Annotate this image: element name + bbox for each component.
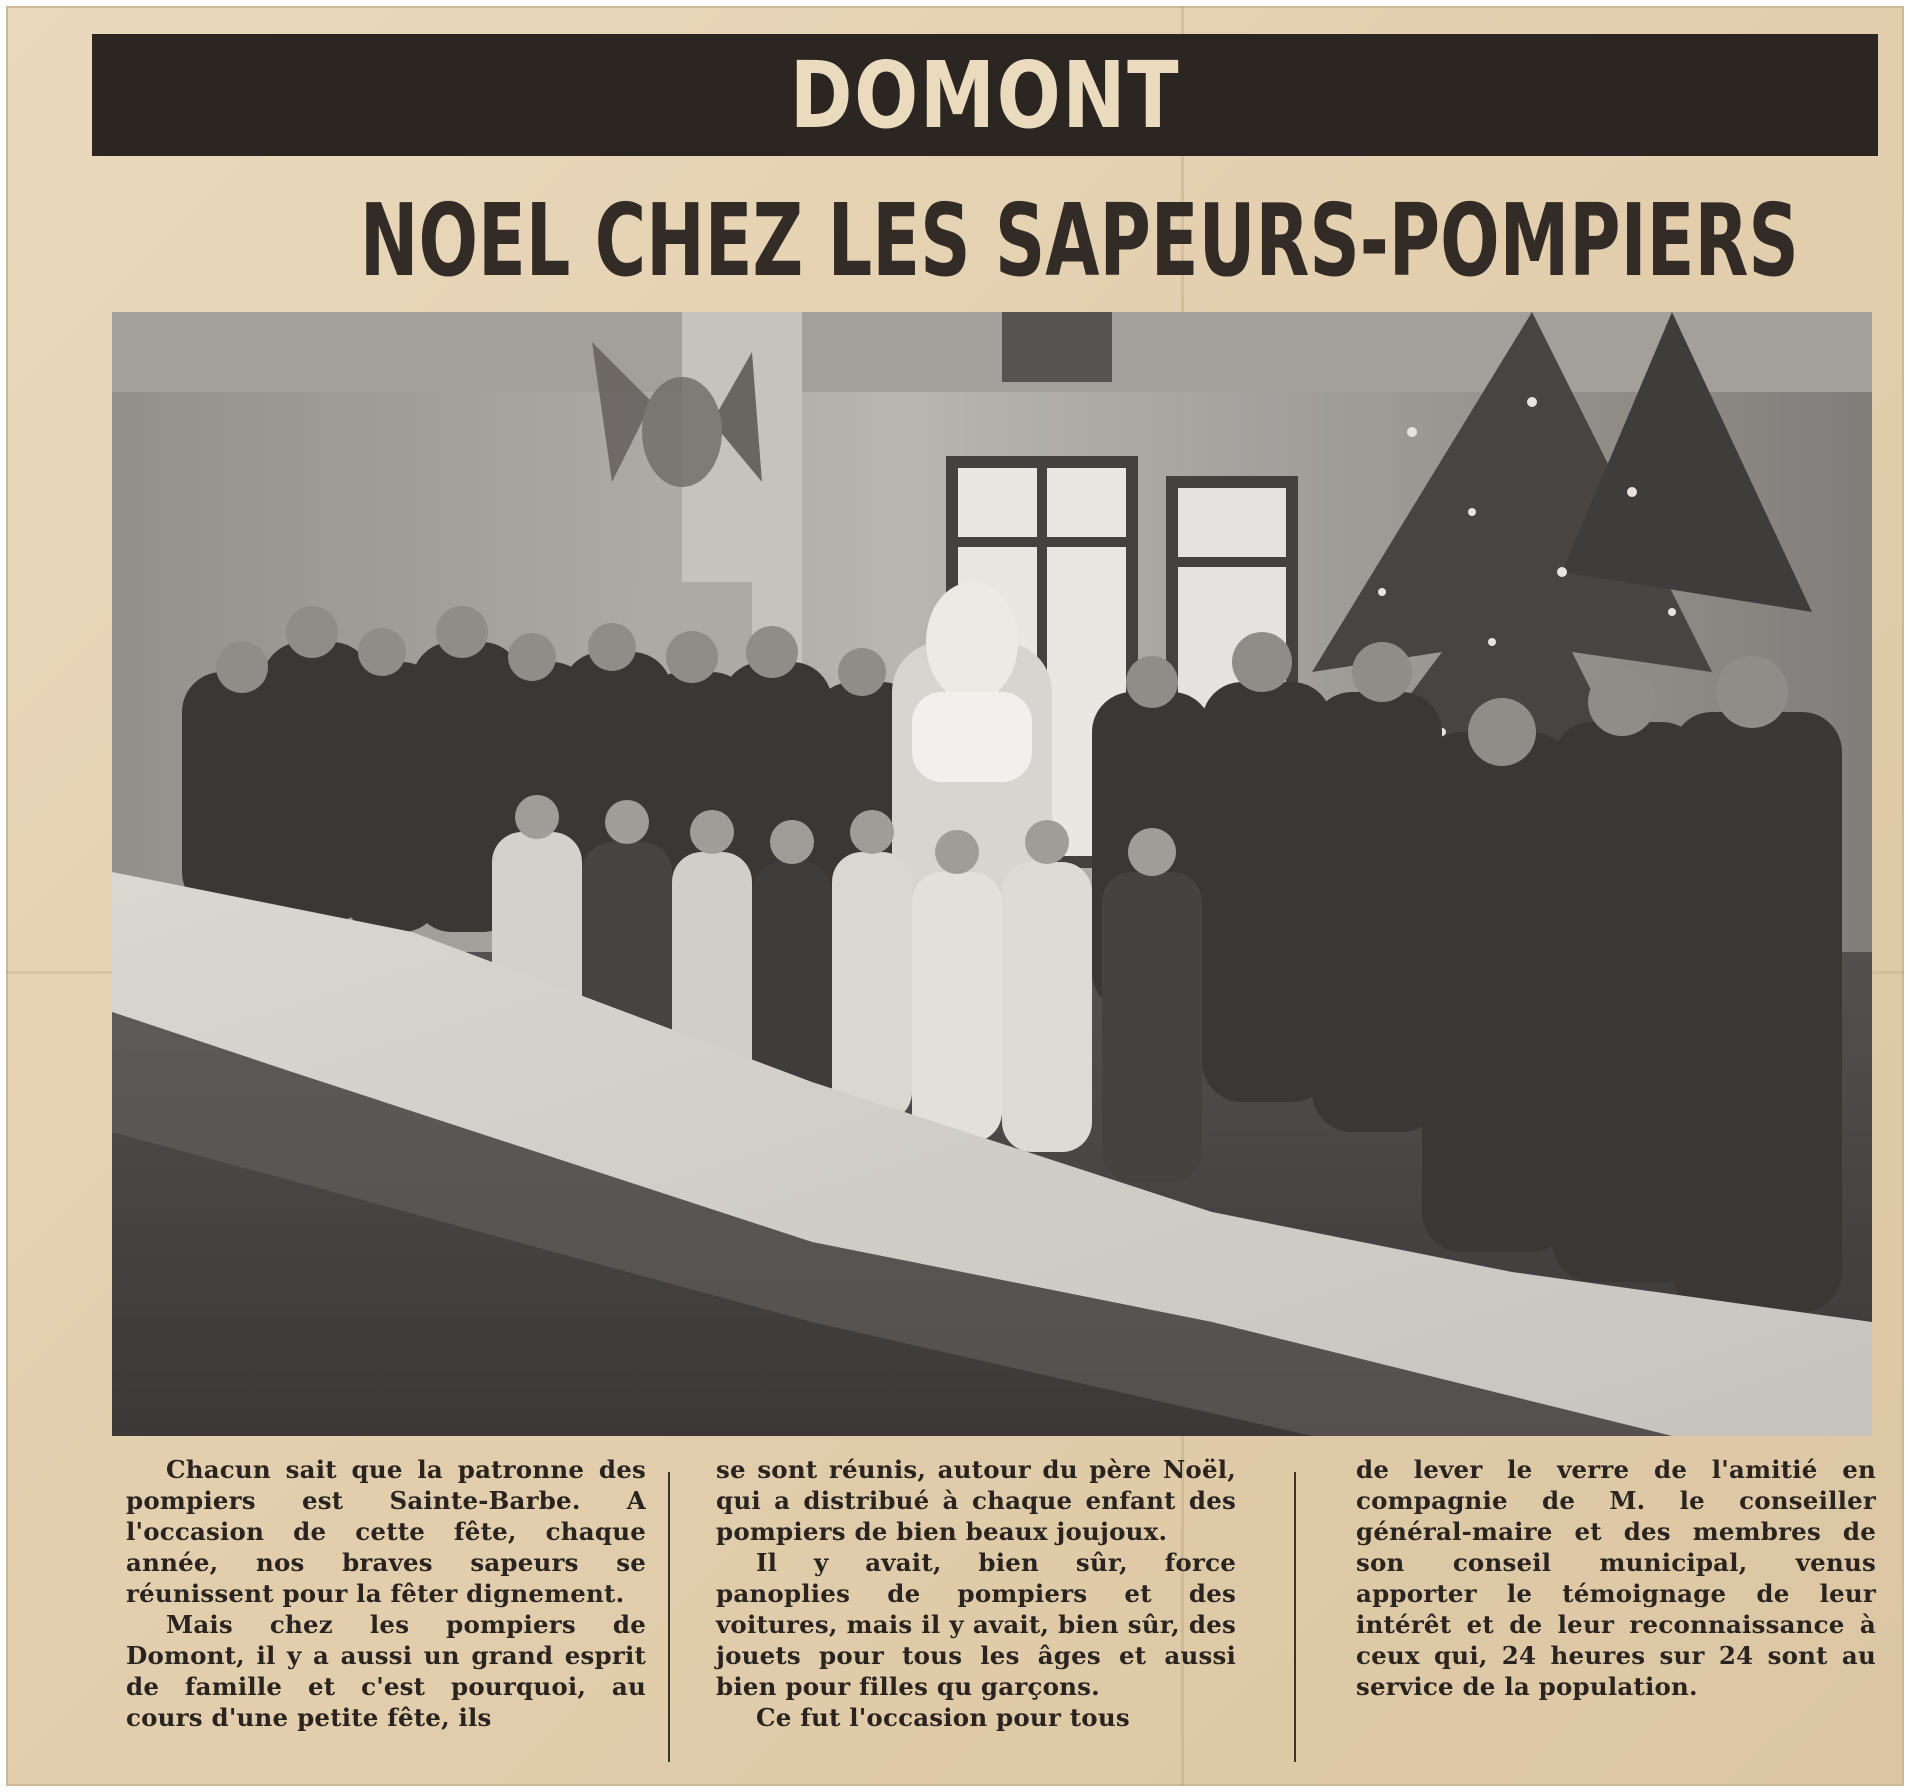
banner-title: DOMONT [789, 41, 1181, 149]
paragraph: se sont réunis, autour du père Noël, qui a distribué à chaque enfant des pompiers de bien beaux joujoux. [716, 1455, 1236, 1546]
paragraph: Mais chez les pompiers de Domont, il y a aussi un grand esprit de famille et c'est pourquoi, au cours d'une petite fête, ils [126, 1610, 646, 1732]
group-photo-illustration [112, 312, 1872, 1436]
group-photo [112, 312, 1872, 1436]
article-column-2 [716, 1454, 1236, 1774]
article-column-3 [1356, 1454, 1876, 1774]
paragraph: Il y avait, bien sûr, force panoplies de pompiers et des voitures, mais il y avait, bien sûr, des jouets pour tous les âges et aussi bien pour filles qu garçons. [716, 1548, 1236, 1701]
paragraph: Ce fut l'occasion pour tous [756, 1703, 1130, 1732]
column-divider [1294, 1472, 1296, 1762]
newspaper-clipping [6, 6, 1904, 1786]
article-body [112, 1454, 1876, 1774]
column-divider [668, 1472, 670, 1762]
paragraph: de lever le verre de l'amitié en compagnie de M. le conseiller général-maire et des membres de son conseil municipal, venus apporter le témoignage de leur intérêt et de leur reconnaissance à ceux qui, 24 heures sur 24 sont au service de la population. [1356, 1455, 1876, 1701]
paragraph: Chacun sait que la patronne des pompiers est Sainte-Barbe. A l'occasion de cette fête, chaque année, nos braves sapeurs se réunissent pour la fêter dignement. [126, 1455, 646, 1608]
headline: NOEL CHEZ LES SAPEURS-POMPIERS [359, 182, 1799, 299]
article-column-1 [126, 1454, 646, 1774]
section-banner [92, 34, 1878, 156]
